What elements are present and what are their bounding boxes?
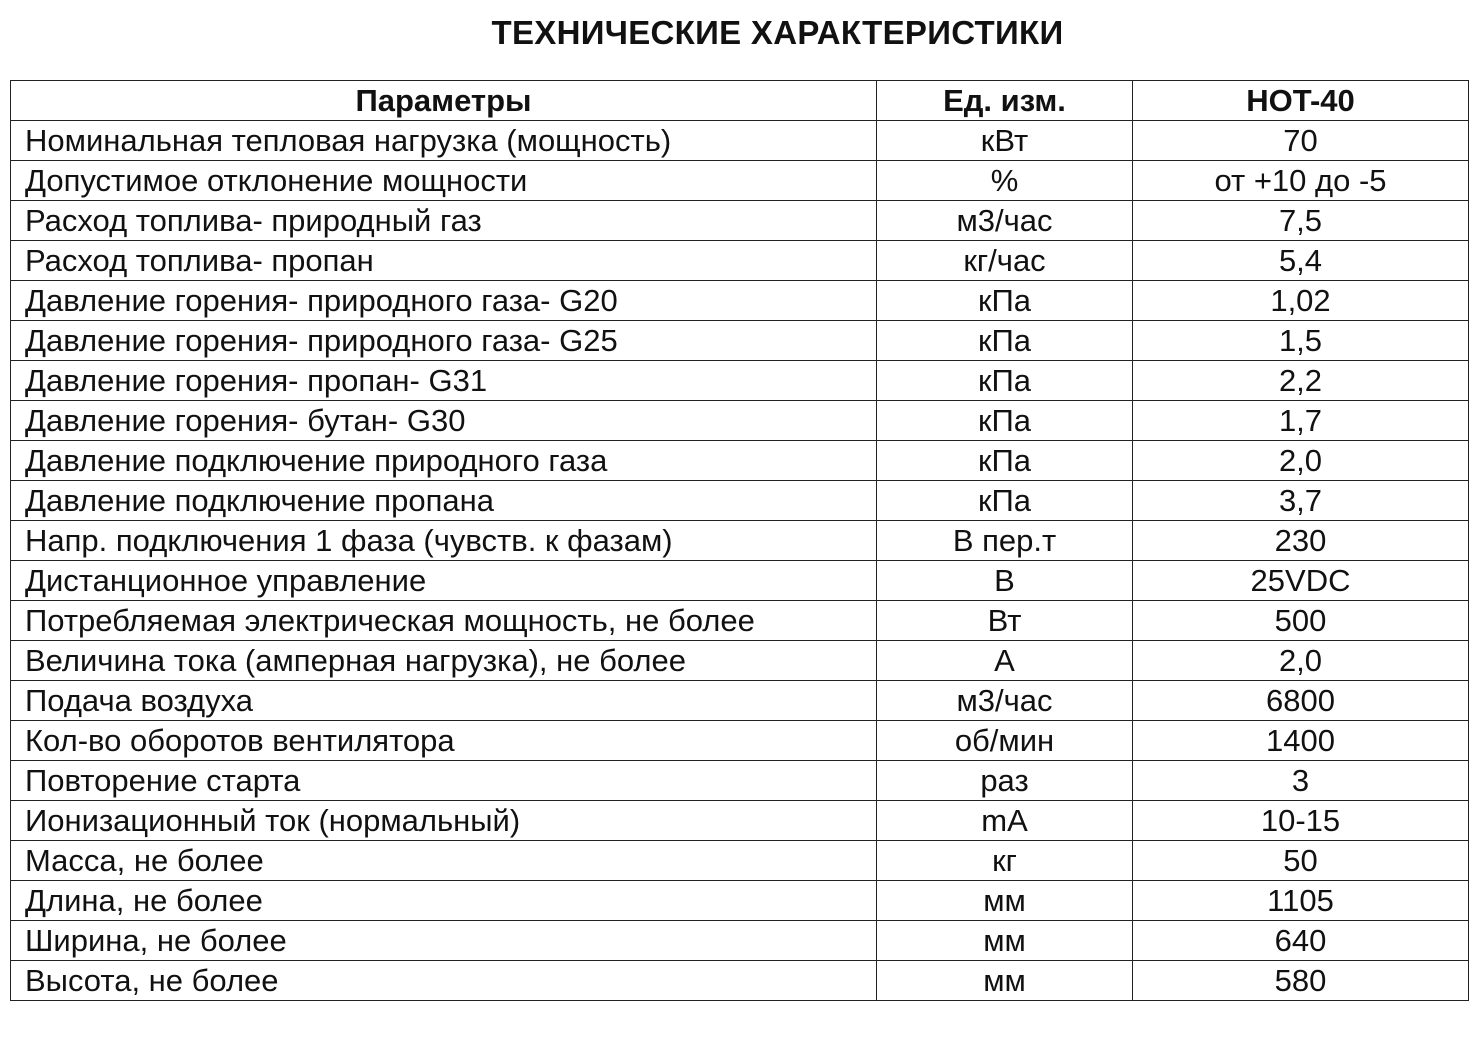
table-row: [11, 321, 1469, 361]
table-row: [11, 841, 1469, 881]
table-row: [11, 641, 1469, 681]
unit-cell: мм: [877, 961, 1133, 1001]
table-row: [11, 161, 1469, 201]
table-row: [11, 721, 1469, 761]
value-cell: 70: [1133, 121, 1469, 161]
table-row: [11, 961, 1469, 1001]
table-row: [11, 761, 1469, 801]
header-unit: Ед. изм.: [877, 81, 1133, 121]
parameter-cell: Кол-во оборотов вентилятора: [11, 721, 877, 761]
parameter-cell: Номинальная тепловая нагрузка (мощность): [11, 121, 877, 161]
parameter-cell: Давление подключение природного газа: [11, 441, 877, 481]
parameter-cell: Давление горения- бутан- G30: [11, 401, 877, 441]
table-row: [11, 441, 1469, 481]
table-row: [11, 561, 1469, 601]
table-header-row: [11, 81, 1469, 121]
unit-cell: кПа: [877, 361, 1133, 401]
parameter-cell: Ионизационный ток (нормальный): [11, 801, 877, 841]
unit-cell: А: [877, 641, 1133, 681]
unit-cell: кПа: [877, 441, 1133, 481]
value-cell: 10-15: [1133, 801, 1469, 841]
parameter-cell: Давление горения- пропан- G31: [11, 361, 877, 401]
value-cell: 6800: [1133, 681, 1469, 721]
unit-cell: кПа: [877, 281, 1133, 321]
unit-cell: кВт: [877, 121, 1133, 161]
unit-cell: раз: [877, 761, 1133, 801]
table-row: [11, 801, 1469, 841]
parameter-cell: Потребляемая электрическая мощность, не более: [11, 601, 877, 641]
value-cell: 1,5: [1133, 321, 1469, 361]
table-row: [11, 921, 1469, 961]
parameter-cell: Подача воздуха: [11, 681, 877, 721]
unit-cell: В пер.т: [877, 521, 1133, 561]
value-cell: 1,7: [1133, 401, 1469, 441]
parameter-cell: Давление горения- природного газа- G25: [11, 321, 877, 361]
value-cell: 1400: [1133, 721, 1469, 761]
value-cell: 3,7: [1133, 481, 1469, 521]
unit-cell: об/мин: [877, 721, 1133, 761]
parameter-cell: Ширина, не более: [11, 921, 877, 961]
parameter-cell: Повторение старта: [11, 761, 877, 801]
parameter-cell: Допустимое отклонение мощности: [11, 161, 877, 201]
header-parameters: Параметры: [11, 81, 877, 121]
unit-cell: В: [877, 561, 1133, 601]
parameter-cell: Высота, не более: [11, 961, 877, 1001]
value-cell: 2,0: [1133, 441, 1469, 481]
table-row: [11, 881, 1469, 921]
unit-cell: мм: [877, 881, 1133, 921]
value-cell: 50: [1133, 841, 1469, 881]
table-row: [11, 121, 1469, 161]
parameter-cell: Напр. подключения 1 фаза (чувств. к фазам): [11, 521, 877, 561]
unit-cell: кПа: [877, 321, 1133, 361]
page-title: ТЕХНИЧЕСКИЕ ХАРАКТЕРИСТИКИ: [491, 14, 1064, 51]
parameter-cell: Давление горения- природного газа- G20: [11, 281, 877, 321]
unit-cell: мм: [877, 921, 1133, 961]
unit-cell: м3/час: [877, 201, 1133, 241]
value-cell: от +10 до -5: [1133, 161, 1469, 201]
unit-cell: кПа: [877, 401, 1133, 441]
table-row: [11, 281, 1469, 321]
value-cell: 5,4: [1133, 241, 1469, 281]
value-cell: 25VDC: [1133, 561, 1469, 601]
parameter-cell: Давление подключение пропана: [11, 481, 877, 521]
table-row: [11, 201, 1469, 241]
unit-cell: кг: [877, 841, 1133, 881]
header-model: HOT-40: [1133, 81, 1469, 121]
specs-table: [10, 80, 1469, 1001]
table-row: [11, 401, 1469, 441]
unit-cell: %: [877, 161, 1133, 201]
value-cell: 230: [1133, 521, 1469, 561]
unit-cell: кПа: [877, 481, 1133, 521]
unit-cell: кг/час: [877, 241, 1133, 281]
table-row: [11, 601, 1469, 641]
value-cell: 2,0: [1133, 641, 1469, 681]
value-cell: 2,2: [1133, 361, 1469, 401]
table-row: [11, 481, 1469, 521]
parameter-cell: Расход топлива- пропан: [11, 241, 877, 281]
value-cell: 500: [1133, 601, 1469, 641]
parameter-cell: Масса, не более: [11, 841, 877, 881]
value-cell: 640: [1133, 921, 1469, 961]
value-cell: 1,02: [1133, 281, 1469, 321]
unit-cell: mA: [877, 801, 1133, 841]
value-cell: 580: [1133, 961, 1469, 1001]
table-row: [11, 681, 1469, 721]
table-row: [11, 521, 1469, 561]
unit-cell: м3/час: [877, 681, 1133, 721]
value-cell: 1105: [1133, 881, 1469, 921]
parameter-cell: Расход топлива- природный газ: [11, 201, 877, 241]
value-cell: 7,5: [1133, 201, 1469, 241]
table-row: [11, 241, 1469, 281]
parameter-cell: Длина, не более: [11, 881, 877, 921]
parameter-cell: Дистанционное управление: [11, 561, 877, 601]
value-cell: 3: [1133, 761, 1469, 801]
table-row: [11, 361, 1469, 401]
parameter-cell: Величина тока (амперная нагрузка), не более: [11, 641, 877, 681]
unit-cell: Вт: [877, 601, 1133, 641]
